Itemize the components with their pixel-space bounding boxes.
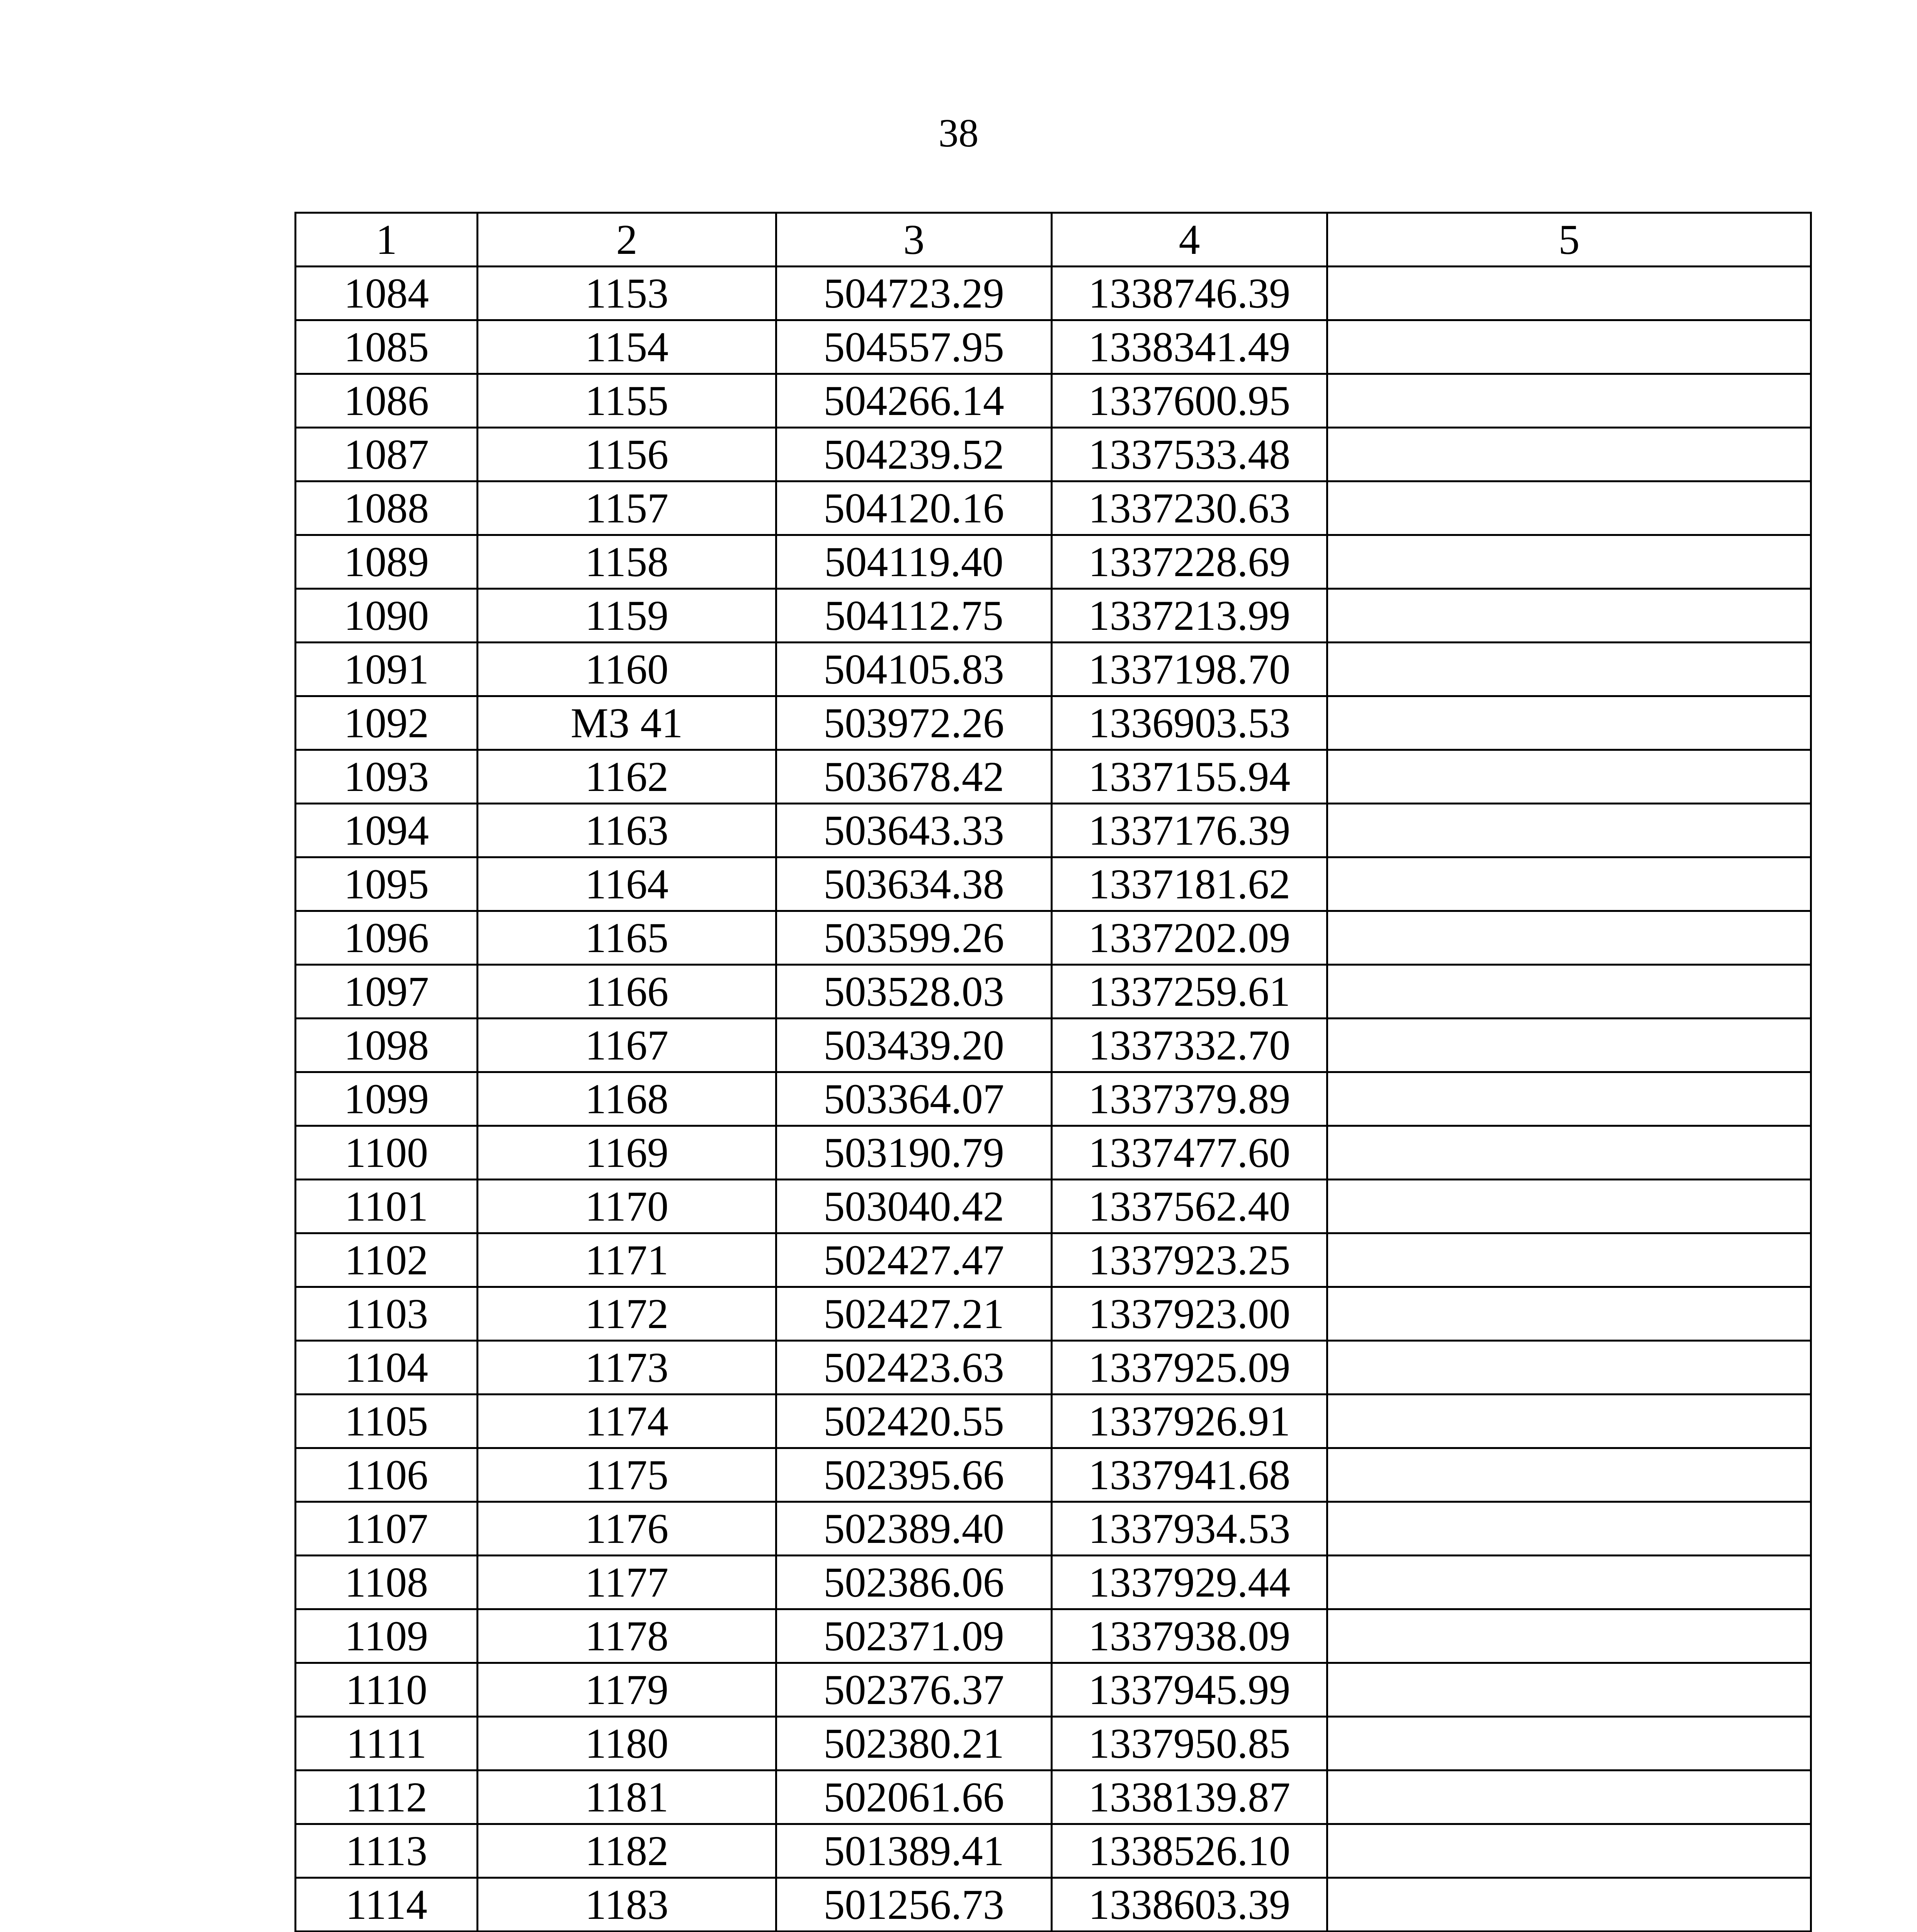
point-number: 1104 — [296, 1341, 478, 1395]
coord-y: 1337923.25 — [1052, 1233, 1327, 1287]
table-row — [296, 535, 1811, 589]
note — [1327, 428, 1811, 481]
table-row — [296, 481, 1811, 535]
note — [1327, 1287, 1811, 1341]
note — [1327, 643, 1811, 696]
coord-x: 501256.73 — [776, 1878, 1052, 1932]
coord-y: 1336903.53 — [1052, 696, 1327, 750]
coord-x: 503634.38 — [776, 857, 1052, 911]
coord-x: 503040.42 — [776, 1180, 1052, 1233]
table-row — [296, 320, 1811, 374]
point-number: 1098 — [296, 1019, 478, 1072]
coord-y: 1338603.39 — [1052, 1878, 1327, 1932]
point-number: 1086 — [296, 374, 478, 428]
point-number: 1088 — [296, 481, 478, 535]
table-row — [296, 750, 1811, 804]
designation: 1157 — [478, 481, 776, 535]
designation: 1160 — [478, 643, 776, 696]
coord-x: 504105.83 — [776, 643, 1052, 696]
table-row — [296, 428, 1811, 481]
table-row — [296, 1287, 1811, 1341]
note — [1327, 857, 1811, 911]
coord-x: 504266.14 — [776, 374, 1052, 428]
designation: 1180 — [478, 1717, 776, 1770]
point-number: 1106 — [296, 1448, 478, 1502]
coord-y: 1337923.00 — [1052, 1287, 1327, 1341]
point-number: 1095 — [296, 857, 478, 911]
point-number: 1092 — [296, 696, 478, 750]
coord-y: 1338139.87 — [1052, 1770, 1327, 1824]
note — [1327, 804, 1811, 857]
designation: 1167 — [478, 1019, 776, 1072]
coord-y: 1337202.09 — [1052, 911, 1327, 965]
coord-x: 502376.37 — [776, 1663, 1052, 1717]
table-row — [296, 1824, 1811, 1878]
coord-x: 503643.33 — [776, 804, 1052, 857]
note — [1327, 1824, 1811, 1878]
point-number: 1094 — [296, 804, 478, 857]
designation: 1166 — [478, 965, 776, 1019]
note — [1327, 1341, 1811, 1395]
table-row — [296, 1556, 1811, 1609]
coord-x: 503599.26 — [776, 911, 1052, 965]
column-index-2: 2 — [478, 213, 776, 267]
note — [1327, 696, 1811, 750]
note — [1327, 1556, 1811, 1609]
designation: 1169 — [478, 1126, 776, 1180]
note — [1327, 911, 1811, 965]
coord-y: 1337155.94 — [1052, 750, 1327, 804]
table-row — [296, 589, 1811, 643]
column-index-5: 5 — [1327, 213, 1811, 267]
column-index-row — [296, 213, 1811, 267]
coord-x: 502371.09 — [776, 1609, 1052, 1663]
point-number: 1085 — [296, 320, 478, 374]
table-row — [296, 1019, 1811, 1072]
column-index-3: 3 — [776, 213, 1052, 267]
designation: 1183 — [478, 1878, 776, 1932]
table-row — [296, 1072, 1811, 1126]
coord-y: 1337230.63 — [1052, 481, 1327, 535]
designation: 1159 — [478, 589, 776, 643]
designation: 1176 — [478, 1502, 776, 1556]
point-number: 1111 — [296, 1717, 478, 1770]
note — [1327, 481, 1811, 535]
coord-x: 502423.63 — [776, 1341, 1052, 1395]
point-number: 1090 — [296, 589, 478, 643]
coord-x: 504557.95 — [776, 320, 1052, 374]
note — [1327, 589, 1811, 643]
coord-y: 1337198.70 — [1052, 643, 1327, 696]
note — [1327, 535, 1811, 589]
coord-y: 1338746.39 — [1052, 267, 1327, 320]
note — [1327, 965, 1811, 1019]
point-number: 1101 — [296, 1180, 478, 1233]
note — [1327, 267, 1811, 320]
coord-y: 1337332.70 — [1052, 1019, 1327, 1072]
coord-x: 502380.21 — [776, 1717, 1052, 1770]
coord-y: 1337213.99 — [1052, 589, 1327, 643]
coord-x: 504120.16 — [776, 481, 1052, 535]
table-row — [296, 911, 1811, 965]
coord-y: 1338526.10 — [1052, 1824, 1327, 1878]
point-number: 1105 — [296, 1395, 478, 1448]
designation: 1182 — [478, 1824, 776, 1878]
coord-y: 1338341.49 — [1052, 320, 1327, 374]
coord-x: 502061.66 — [776, 1770, 1052, 1824]
coord-x: 504119.40 — [776, 535, 1052, 589]
table-row — [296, 965, 1811, 1019]
note — [1327, 1878, 1811, 1932]
table-row — [296, 1770, 1811, 1824]
note — [1327, 1609, 1811, 1663]
coord-x: 503678.42 — [776, 750, 1052, 804]
table-row — [296, 1180, 1811, 1233]
coord-y: 1337181.62 — [1052, 857, 1327, 911]
coord-y: 1337950.85 — [1052, 1717, 1327, 1770]
note — [1327, 1395, 1811, 1448]
coord-y: 1337533.48 — [1052, 428, 1327, 481]
table-row — [296, 643, 1811, 696]
designation: 1170 — [478, 1180, 776, 1233]
coord-x: 502420.55 — [776, 1395, 1052, 1448]
point-number: 1089 — [296, 535, 478, 589]
note — [1327, 1502, 1811, 1556]
point-number: 1107 — [296, 1502, 478, 1556]
table-row — [296, 1395, 1811, 1448]
designation: 1171 — [478, 1233, 776, 1287]
coord-x: 504239.52 — [776, 428, 1052, 481]
coord-y: 1337941.68 — [1052, 1448, 1327, 1502]
point-number: 1084 — [296, 267, 478, 320]
coord-y: 1337228.69 — [1052, 535, 1327, 589]
coord-x: 503528.03 — [776, 965, 1052, 1019]
coord-y: 1337925.09 — [1052, 1341, 1327, 1395]
note — [1327, 750, 1811, 804]
coord-x: 501389.41 — [776, 1824, 1052, 1878]
designation: 1178 — [478, 1609, 776, 1663]
point-number: 1110 — [296, 1663, 478, 1717]
coord-y: 1337938.09 — [1052, 1609, 1327, 1663]
table-row — [296, 1878, 1811, 1932]
coord-x: 503364.07 — [776, 1072, 1052, 1126]
note — [1327, 1126, 1811, 1180]
note — [1327, 1448, 1811, 1502]
point-number: 1093 — [296, 750, 478, 804]
coord-y: 1337600.95 — [1052, 374, 1327, 428]
designation: 1155 — [478, 374, 776, 428]
table-row — [296, 1717, 1811, 1770]
coord-y: 1337934.53 — [1052, 1502, 1327, 1556]
point-number: 1112 — [296, 1770, 478, 1824]
table-row — [296, 1448, 1811, 1502]
note — [1327, 320, 1811, 374]
coord-x: 503439.20 — [776, 1019, 1052, 1072]
point-number: 1091 — [296, 643, 478, 696]
designation: 1158 — [478, 535, 776, 589]
designation: МЗ 41 — [478, 696, 776, 750]
note — [1327, 1717, 1811, 1770]
coord-y: 1337926.91 — [1052, 1395, 1327, 1448]
note — [1327, 1663, 1811, 1717]
table-row — [296, 374, 1811, 428]
designation: 1177 — [478, 1556, 776, 1609]
designation: 1172 — [478, 1287, 776, 1341]
point-number: 1087 — [296, 428, 478, 481]
coord-x: 503972.26 — [776, 696, 1052, 750]
coord-x: 502427.47 — [776, 1233, 1052, 1287]
designation: 1156 — [478, 428, 776, 481]
point-number: 1096 — [296, 911, 478, 965]
table-row — [296, 1609, 1811, 1663]
page-number: 38 — [938, 111, 979, 155]
note — [1327, 374, 1811, 428]
note — [1327, 1770, 1811, 1824]
coord-x: 504112.75 — [776, 589, 1052, 643]
point-number: 1108 — [296, 1556, 478, 1609]
table-row — [296, 267, 1811, 320]
point-number: 1109 — [296, 1609, 478, 1663]
table-row — [296, 1341, 1811, 1395]
coord-y: 1337176.39 — [1052, 804, 1327, 857]
note — [1327, 1072, 1811, 1126]
point-number: 1103 — [296, 1287, 478, 1341]
designation: 1153 — [478, 267, 776, 320]
designation: 1181 — [478, 1770, 776, 1824]
table-row — [296, 857, 1811, 911]
designation: 1175 — [478, 1448, 776, 1502]
coord-x: 502389.40 — [776, 1502, 1052, 1556]
table-row — [296, 1663, 1811, 1717]
point-number: 1113 — [296, 1824, 478, 1878]
coord-y: 1337945.99 — [1052, 1663, 1327, 1717]
point-number: 1100 — [296, 1126, 478, 1180]
coord-y: 1337259.61 — [1052, 965, 1327, 1019]
table-row — [296, 1502, 1811, 1556]
coord-x: 504723.29 — [776, 267, 1052, 320]
table-row — [296, 1233, 1811, 1287]
designation: 1165 — [478, 911, 776, 965]
designation: 1163 — [478, 804, 776, 857]
designation: 1164 — [478, 857, 776, 911]
designation: 1154 — [478, 320, 776, 374]
designation: 1179 — [478, 1663, 776, 1717]
point-number: 1097 — [296, 965, 478, 1019]
designation: 1162 — [478, 750, 776, 804]
coord-y: 1337379.89 — [1052, 1072, 1327, 1126]
note — [1327, 1233, 1811, 1287]
table-row — [296, 804, 1811, 857]
coord-y: 1337477.60 — [1052, 1126, 1327, 1180]
coord-x: 502395.66 — [776, 1448, 1052, 1502]
table-row — [296, 696, 1811, 750]
point-number: 1102 — [296, 1233, 478, 1287]
coord-x: 503190.79 — [776, 1126, 1052, 1180]
column-index-4: 4 — [1052, 213, 1327, 267]
coordinates-table — [294, 212, 1812, 1932]
coord-y: 1337562.40 — [1052, 1180, 1327, 1233]
point-number: 1114 — [296, 1878, 478, 1932]
coord-x: 502386.06 — [776, 1556, 1052, 1609]
designation: 1168 — [478, 1072, 776, 1126]
designation: 1173 — [478, 1341, 776, 1395]
coord-y: 1337929.44 — [1052, 1556, 1327, 1609]
column-index-1: 1 — [296, 213, 478, 267]
note — [1327, 1019, 1811, 1072]
point-number: 1099 — [296, 1072, 478, 1126]
table-row — [296, 1126, 1811, 1180]
coord-x: 502427.21 — [776, 1287, 1052, 1341]
designation: 1174 — [478, 1395, 776, 1448]
note — [1327, 1180, 1811, 1233]
